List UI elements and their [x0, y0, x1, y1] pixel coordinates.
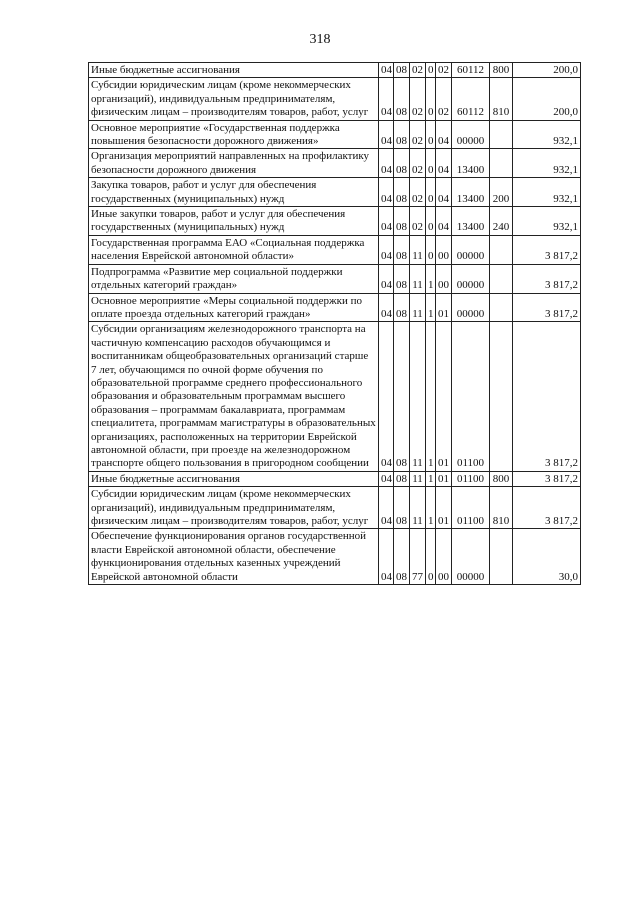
program-code: 02	[410, 149, 426, 178]
row-name: Подпрограмма «Развитие мер социальной поддержки отдельных категорий граждан»	[89, 264, 379, 293]
program-code: 11	[410, 471, 426, 486]
subprogram-code: 1	[426, 293, 436, 322]
amount: 3 817,2	[513, 322, 581, 471]
amount: 3 817,2	[513, 471, 581, 486]
amount: 3 817,2	[513, 487, 581, 529]
table-row	[89, 178, 581, 207]
row-name: Иные бюджетные ассигнования	[89, 63, 379, 78]
program-code: 02	[410, 63, 426, 78]
subprogram-code: 0	[426, 120, 436, 149]
page-number: 318	[309, 32, 331, 47]
subprogram-code: 0	[426, 178, 436, 207]
program-code: 11	[410, 235, 426, 264]
amount: 3 817,2	[513, 264, 581, 293]
event-code: 00	[436, 264, 452, 293]
amount: 932,1	[513, 149, 581, 178]
table-row	[89, 487, 581, 529]
subprogram-code: 0	[426, 529, 436, 585]
section-code: 04	[379, 178, 394, 207]
subprogram-code: 1	[426, 471, 436, 486]
amount: 200,0	[513, 78, 581, 120]
event-code: 01	[436, 322, 452, 471]
event-code: 01	[436, 293, 452, 322]
subsection-code: 08	[394, 264, 410, 293]
direction-code: 01100	[452, 322, 490, 471]
subsection-code: 08	[394, 63, 410, 78]
table-row	[89, 471, 581, 486]
expense-type-code: 810	[490, 487, 513, 529]
event-code: 02	[436, 63, 452, 78]
table-row	[89, 529, 581, 585]
table-row	[89, 293, 581, 322]
expense-type-code: 240	[490, 207, 513, 236]
row-name: Основное мероприятие «Государственная поддержка повышения безопасности дорожного движения»	[89, 120, 379, 149]
section-code: 04	[379, 120, 394, 149]
direction-code: 00000	[452, 293, 490, 322]
direction-code: 01100	[452, 471, 490, 486]
section-code: 04	[379, 487, 394, 529]
table-row	[89, 149, 581, 178]
program-code: 02	[410, 178, 426, 207]
expense-type-code	[490, 529, 513, 585]
event-code: 04	[436, 120, 452, 149]
subsection-code: 08	[394, 235, 410, 264]
subprogram-code: 0	[426, 235, 436, 264]
direction-code: 13400	[452, 149, 490, 178]
table-row	[89, 120, 581, 149]
event-code: 04	[436, 149, 452, 178]
amount: 30,0	[513, 529, 581, 585]
table-row	[89, 63, 581, 78]
table-row	[89, 235, 581, 264]
program-code: 02	[410, 120, 426, 149]
section-code: 04	[379, 235, 394, 264]
table-row	[89, 78, 581, 120]
section-code: 04	[379, 78, 394, 120]
expense-type-code	[490, 293, 513, 322]
program-code: 11	[410, 264, 426, 293]
table-row	[89, 264, 581, 293]
amount: 200,0	[513, 63, 581, 78]
row-name: Иные бюджетные ассигнования	[89, 471, 379, 486]
row-name: Организация мероприятий направленных на профилактику безопасности дорожного движения	[89, 149, 379, 178]
section-code: 04	[379, 529, 394, 585]
row-name: Иные закупки товаров, работ и услуг для обеспечения государственных (муниципальных) нужд	[89, 207, 379, 236]
amount: 3 817,2	[513, 235, 581, 264]
direction-code: 60112	[452, 78, 490, 120]
direction-code: 00000	[452, 235, 490, 264]
subsection-code: 08	[394, 471, 410, 486]
event-code: 04	[436, 178, 452, 207]
expense-type-code	[490, 264, 513, 293]
amount: 932,1	[513, 120, 581, 149]
direction-code: 13400	[452, 178, 490, 207]
section-code: 04	[379, 471, 394, 486]
row-name: Субсидии организациям железнодорожного транспорта на частичную компенсацию расходов обучающимся и воспитанникам общеобразовательных организаций старше 7 лет, обучающимся по очной форме обучения по образовательной программе среднего профессионального образования и образовательным программам высшего образования – программам бакалавриата, программам специалитета, программам магистратуры в образовательных организациях, расположенных на территории Еврейской автономной области, при проезде на железнодорожном транспорте общего пользования в пригородном сообщении	[89, 322, 379, 471]
event-code: 04	[436, 207, 452, 236]
event-code: 00	[436, 235, 452, 264]
expense-type-code	[490, 120, 513, 149]
section-code: 04	[379, 149, 394, 178]
subprogram-code: 0	[426, 78, 436, 120]
direction-code: 13400	[452, 207, 490, 236]
table-row	[89, 207, 581, 236]
event-code: 01	[436, 487, 452, 529]
expense-type-code: 800	[490, 471, 513, 486]
direction-code: 00000	[452, 264, 490, 293]
amount: 932,1	[513, 178, 581, 207]
subsection-code: 08	[394, 178, 410, 207]
program-code: 11	[410, 487, 426, 529]
section-code: 04	[379, 207, 394, 236]
expense-type-code	[490, 235, 513, 264]
event-code: 02	[436, 78, 452, 120]
subprogram-code: 0	[426, 63, 436, 78]
amount: 3 817,2	[513, 293, 581, 322]
section-code: 04	[379, 322, 394, 471]
row-name: Государственная программа ЕАО «Социальная поддержка населения Еврейской автономной области»	[89, 235, 379, 264]
expense-type-code	[490, 322, 513, 471]
program-code: 02	[410, 78, 426, 120]
event-code: 01	[436, 471, 452, 486]
direction-code: 00000	[452, 529, 490, 585]
row-name: Обеспечение функционирования органов государственной власти Еврейской автономной области, обеспечение функционирования отдельных казенных учреждений Еврейской автономной области	[89, 529, 379, 585]
direction-code: 00000	[452, 120, 490, 149]
row-name: Закупка товаров, работ и услуг для обеспечения государственных (муниципальных) нужд	[89, 178, 379, 207]
subsection-code: 08	[394, 149, 410, 178]
section-code: 04	[379, 293, 394, 322]
subprogram-code: 0	[426, 207, 436, 236]
program-code: 11	[410, 293, 426, 322]
program-code: 11	[410, 322, 426, 471]
subprogram-code: 1	[426, 487, 436, 529]
subprogram-code: 1	[426, 264, 436, 293]
subsection-code: 08	[394, 293, 410, 322]
table-row	[89, 322, 581, 471]
subprogram-code: 1	[426, 322, 436, 471]
program-code: 02	[410, 207, 426, 236]
amount: 932,1	[513, 207, 581, 236]
row-name: Субсидии юридическим лицам (кроме некоммерческих организаций), индивидуальным предпринимателям, физическим лицам – производителям товаров, работ, услуг	[89, 487, 379, 529]
expense-type-code: 200	[490, 178, 513, 207]
subsection-code: 08	[394, 487, 410, 529]
section-code: 04	[379, 63, 394, 78]
subsection-code: 08	[394, 207, 410, 236]
expense-type-code: 800	[490, 63, 513, 78]
expense-type-code: 810	[490, 78, 513, 120]
subprogram-code: 0	[426, 149, 436, 178]
budget-table	[88, 62, 581, 585]
program-code: 77	[410, 529, 426, 585]
subsection-code: 08	[394, 120, 410, 149]
event-code: 00	[436, 529, 452, 585]
row-name: Основное мероприятие «Меры социальной поддержки по оплате проезда отдельных категорий граждан»	[89, 293, 379, 322]
expense-type-code	[490, 149, 513, 178]
subsection-code: 08	[394, 322, 410, 471]
section-code: 04	[379, 264, 394, 293]
row-name: Субсидии юридическим лицам (кроме некоммерческих организаций), индивидуальным предпринимателям, физическим лицам – производителям товаров, работ, услуг	[89, 78, 379, 120]
subsection-code: 08	[394, 78, 410, 120]
direction-code: 01100	[452, 487, 490, 529]
subsection-code: 08	[394, 529, 410, 585]
direction-code: 60112	[452, 63, 490, 78]
